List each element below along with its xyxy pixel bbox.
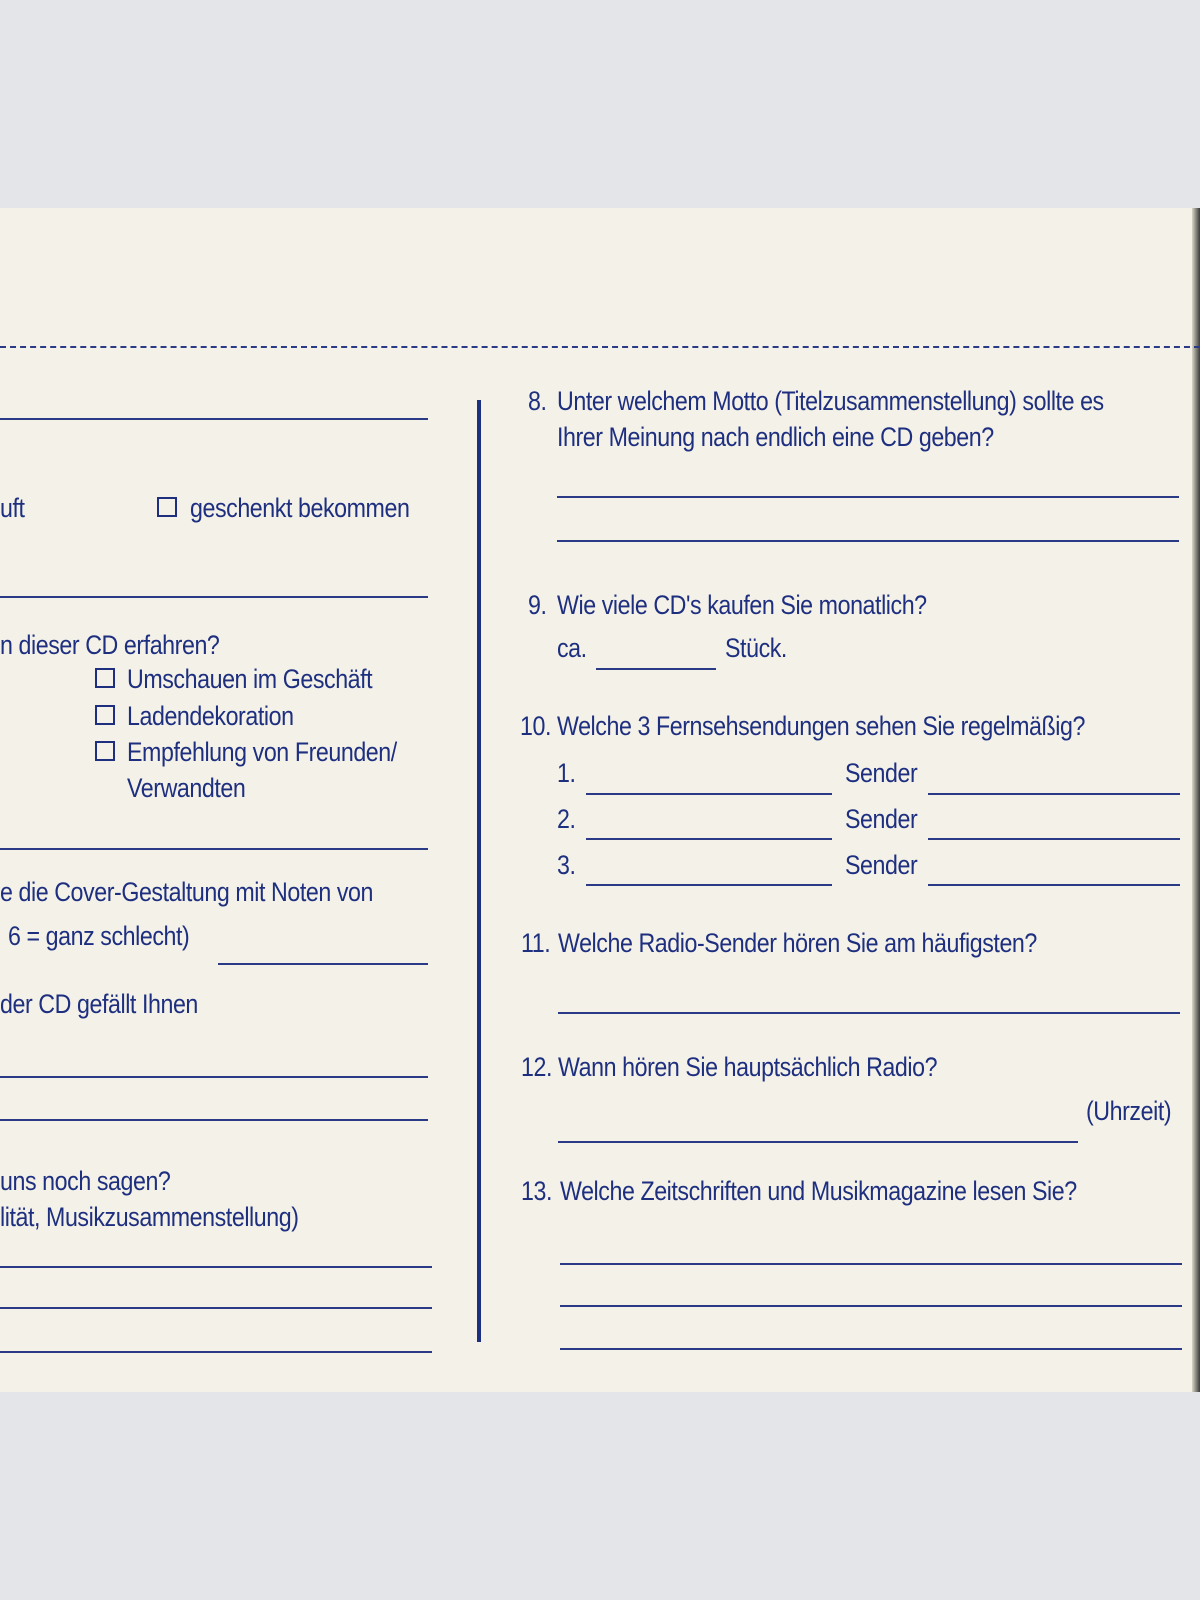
q10-row3-sender-line[interactable] xyxy=(928,884,1180,886)
column-divider xyxy=(477,400,481,1342)
q8-answer-line1[interactable] xyxy=(557,496,1179,498)
q8-text-line1: Unter welchem Motto (Titelzusammenstellung) sollte es xyxy=(557,386,1104,416)
q8-number: 8. xyxy=(528,386,547,416)
q13-answer-line2[interactable] xyxy=(560,1305,1182,1307)
q10-row3-sender-label: Sender xyxy=(845,850,918,880)
q13-answer-line3[interactable] xyxy=(560,1348,1182,1350)
q13-answer-line1[interactable] xyxy=(560,1263,1182,1265)
q10-row1-number: 1. xyxy=(557,758,576,788)
received-bought-label: uft xyxy=(0,493,25,523)
answer-line-left-8[interactable] xyxy=(0,1351,432,1353)
q11-answer-line[interactable] xyxy=(558,1012,1180,1014)
q10-row2-sender-label: Sender xyxy=(845,804,918,834)
option-recommendation-label: Empfehlung von Freunden/ xyxy=(127,737,397,767)
q11-text: Welche Radio-Sender hören Sie am häufigsten? xyxy=(558,928,1037,958)
q10-row1-sender-line[interactable] xyxy=(928,793,1180,795)
q9-number: 9. xyxy=(528,590,547,620)
q12-time-line[interactable] xyxy=(558,1141,1078,1143)
q9-text: Wie viele CD's kaufen Sie monatlich? xyxy=(557,590,927,620)
answer-line-left-7[interactable] xyxy=(0,1307,432,1309)
q10-row1-show-line[interactable] xyxy=(586,793,832,795)
q13-number: 13. xyxy=(521,1176,553,1206)
answer-line-left-3[interactable] xyxy=(0,848,428,850)
like-question: der CD gefällt Ihnen xyxy=(0,989,198,1019)
q10-row2-show-line[interactable] xyxy=(586,838,832,840)
q10-number: 10. xyxy=(520,711,552,741)
gift-checkbox[interactable] xyxy=(157,497,177,517)
recommendation-checkbox[interactable] xyxy=(95,741,115,761)
option-recommendation-label-cont: Verwandten xyxy=(127,773,246,803)
q10-text: Welche 3 Fernsehsendungen sehen Sie regelmäßig? xyxy=(557,711,1085,741)
q8-answer-line2[interactable] xyxy=(557,540,1179,542)
q11-number: 11. xyxy=(521,928,551,958)
answer-line-left-5[interactable] xyxy=(0,1119,428,1121)
tell-question-line2: lität, Musikzusammenstellung) xyxy=(0,1202,299,1232)
received-gift-label: geschenkt bekommen xyxy=(190,493,410,523)
browse-checkbox[interactable] xyxy=(95,668,115,688)
q13-text: Welche Zeitschriften und Musikmagazine lesen Sie? xyxy=(560,1176,1077,1206)
q10-row2-sender-line[interactable] xyxy=(928,838,1180,840)
q10-row3-number: 3. xyxy=(557,850,576,880)
questionnaire-page xyxy=(0,208,1200,1392)
q9-count-line[interactable] xyxy=(596,668,716,670)
q10-row3-show-line[interactable] xyxy=(586,884,832,886)
q10-row2-number: 2. xyxy=(557,804,576,834)
perforation-cut-line xyxy=(0,346,1200,348)
q12-time-hint: (Uhrzeit) xyxy=(1086,1096,1172,1126)
q10-row1-sender-label: Sender xyxy=(845,758,918,788)
heard-question: n dieser CD erfahren? xyxy=(0,630,220,660)
cover-question-line2: 6 = ganz schlecht) xyxy=(8,921,190,951)
q9-ca-label: ca. xyxy=(557,633,587,663)
answer-line-left-6[interactable] xyxy=(0,1266,432,1268)
cover-grade-line[interactable] xyxy=(218,963,428,965)
q12-text: Wann hören Sie hauptsächlich Radio? xyxy=(558,1052,938,1082)
option-decoration-label: Ladendekoration xyxy=(127,701,294,731)
answer-line-left-2[interactable] xyxy=(0,596,428,598)
cover-question-line1: e die Cover-Gestaltung mit Noten von xyxy=(0,877,374,907)
option-browse-label: Umschauen im Geschäft xyxy=(127,664,373,694)
q12-number: 12. xyxy=(521,1052,553,1082)
page-edge-shadow xyxy=(1192,208,1200,1392)
answer-line-left-4[interactable] xyxy=(0,1076,428,1078)
q8-text-line2: Ihrer Meinung nach endlich eine CD geben? xyxy=(557,422,994,452)
tell-question-line1: uns noch sagen? xyxy=(0,1166,171,1196)
decoration-checkbox[interactable] xyxy=(95,705,115,725)
answer-line-left-1[interactable] xyxy=(0,418,428,420)
q9-unit-label: Stück. xyxy=(725,633,787,663)
